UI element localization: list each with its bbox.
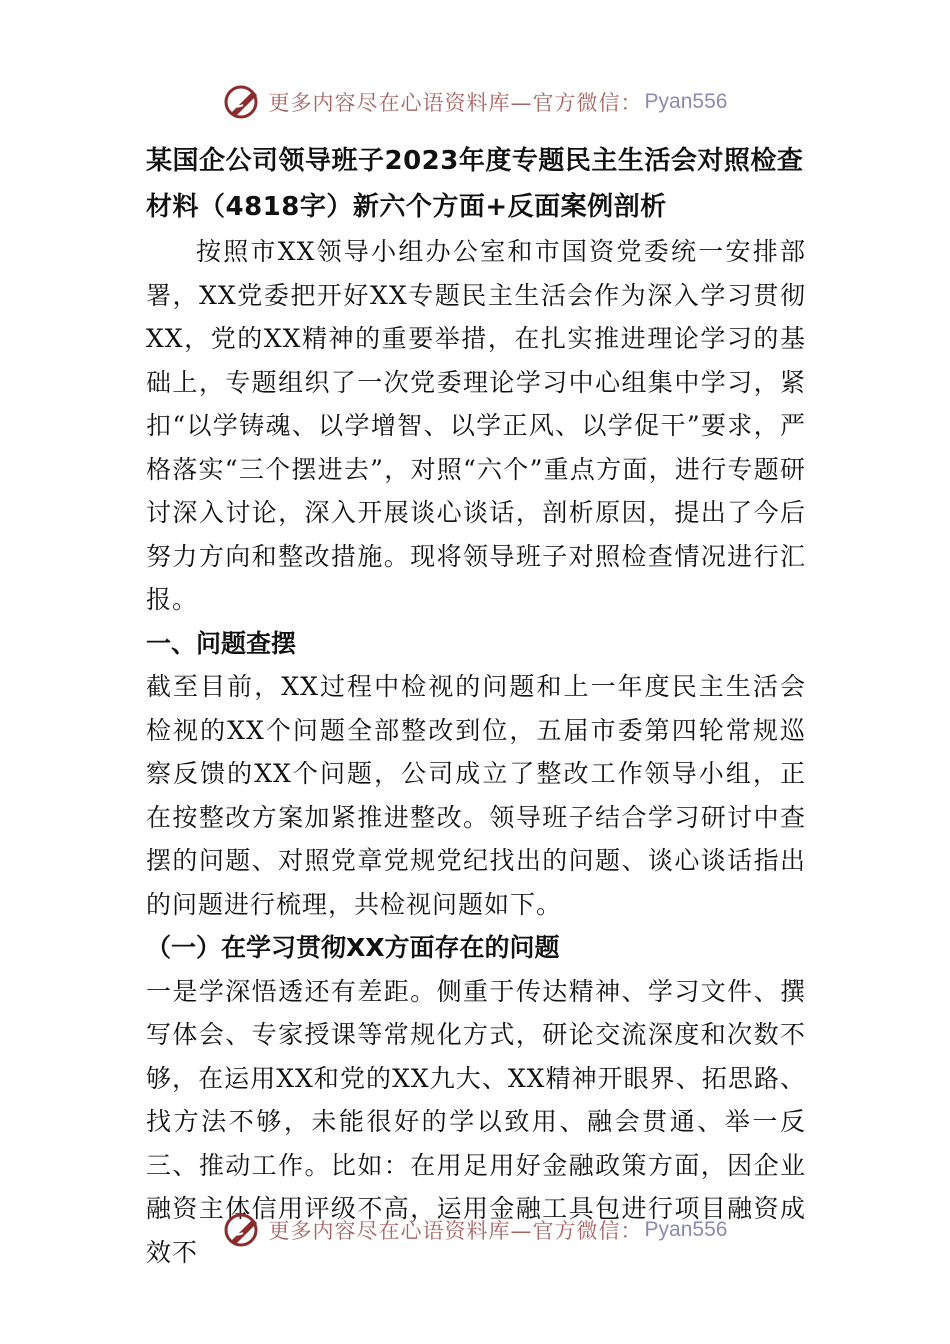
section-heading-problems: 一、问题查摆 <box>146 628 297 658</box>
watermark-banner-bottom <box>0 1210 950 1250</box>
banner-text: 更多内容尽在心语资料库—官方微信： <box>268 91 643 115</box>
document-title: 某国企公司领导班子2023年度专题民主生活会对照检查材料（4818字）新六个方面+反面案例剖析 <box>146 146 804 222</box>
banner-wechat-handle: Pyan556 <box>644 1218 728 1241</box>
banner-text: 更多内容尽在心语资料库—官方微信： <box>268 1219 643 1243</box>
banner-wechat-handle: Pyan556 <box>644 90 728 113</box>
pen-hand-logo-icon <box>223 83 263 121</box>
subsection-study-paragraph: 一是学深悟透还有差距。侧重于传达精神、学习文件、撰写体会、专家授课等常规化方式，研论交流深度和次数不够，在运用XX和党的XX九大、XX精神开眼界、拓思路、找方法不够，未能很好的学以致用、融会贯通、举一反三、推动工作。比如：在用足用好金融政策方面，因企业融资主体信用评级不高，运用金融工具包进行项目融资成效不 <box>146 976 806 1267</box>
section-problems-paragraph: 截至目前，XX过程中检视的问题和上一年度民主生活会检视的XX个问题全部整改到位，五届市委第四轮常规巡察反馈的XX个问题，公司成立了整改工作领导小组，正在按整改方案加紧推进整改。领导班子结合学习研讨中查摆的问题、对照党章党规党纪找出的问题、谈心谈话指出的问题进行梳理，共检视问题如下。 <box>146 672 806 919</box>
pen-hand-logo-icon <box>223 1211 263 1249</box>
subsection-heading-study: （一）在学习贯彻XX方面存在的问题 <box>146 933 560 962</box>
watermark-banner-top <box>0 82 950 122</box>
document-body <box>146 138 806 1274</box>
intro-paragraph: 按照市XX领导小组办公室和市国资党委统一安排部署，XX党委把开好XX专题民主生活会作为深入学习贯彻XX，党的XX精神的重要举措，在扎实推进理论学习的基础上，专题组织了一次党委理论学习中心组集中学习，紧扣“以学铸魂、以学增智、以学正风、以学促干”要求，严格落实“三个摆进去”，对照“六个”重点方面，进行专题研讨深入讨论，深入开展谈心谈话，剖析原因，提出了今后努力方向和整改措施。现将领导班子对照检查情况进行汇报。 <box>146 237 806 614</box>
